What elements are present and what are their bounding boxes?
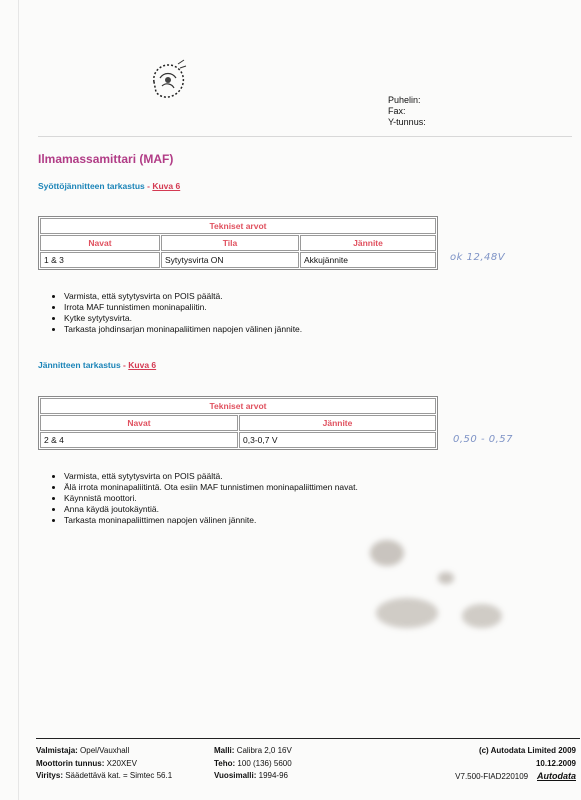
handwritten-note: 0,50 - 0,57 xyxy=(453,434,513,445)
steps-list-supply xyxy=(52,291,302,335)
figure-link[interactable]: Kuva 6 xyxy=(128,360,157,370)
list-item: • Älä irrota moninapaliitintä. Ota esiin MAF tunnistimen moninapaliittimen navat. xyxy=(64,482,358,493)
column-header: Jännite xyxy=(300,235,436,251)
table-row xyxy=(40,252,436,268)
heading-separator: - xyxy=(123,360,126,370)
section-supply-voltage-heading xyxy=(38,181,180,191)
table-cell: Akkujännite xyxy=(300,252,436,268)
column-header: Jännite xyxy=(239,415,436,431)
fax-label: Fax: xyxy=(388,106,406,116)
document-footer xyxy=(36,738,580,795)
table-cell: 1 & 3 xyxy=(40,252,160,268)
year-label: Vuosimalli: xyxy=(214,771,257,780)
list-item: • Kytke sytytysvirta. xyxy=(64,313,302,324)
page-title: Ilmamassamittari (MAF) xyxy=(38,152,174,166)
copyright-text: (c) Autodata Limited 2009 xyxy=(478,746,576,755)
version-text: V7.500-FIAD220109 xyxy=(455,772,529,781)
year-value: 1994-96 xyxy=(258,771,288,780)
power-label: Teho: xyxy=(214,758,236,768)
handwritten-note: ok 12,48V xyxy=(450,252,506,263)
list-item: • Varmista, että sytytysvirta on POIS päältä. xyxy=(64,291,302,302)
ink-stamp-mark xyxy=(140,52,196,108)
table-cell: 0,3-0,7 V xyxy=(239,432,436,448)
manufacturer-value: Opel/Vauxhall xyxy=(80,746,130,755)
section-heading-text: Jännitteen tarkastus xyxy=(38,360,121,370)
table-caption: Tekniset arvot xyxy=(40,398,436,414)
print-date: 10.12.2009 xyxy=(535,758,576,768)
smudge-mark xyxy=(438,572,454,584)
smudge-mark xyxy=(376,598,438,628)
list-item: • Anna käydä joutokäyntiä. xyxy=(64,504,358,515)
header-divider xyxy=(38,136,572,137)
section-voltage-check-heading xyxy=(38,360,156,370)
model-value: Calibra 2,0 16V xyxy=(236,746,292,755)
column-header: Tila xyxy=(161,235,299,251)
power-value: 100 (136) 5600 xyxy=(237,758,292,768)
figure-link[interactable]: Kuva 6 xyxy=(152,181,181,191)
phone-label: Puhelin: xyxy=(388,95,421,105)
heading-separator: - xyxy=(147,181,150,191)
smudge-mark xyxy=(370,540,404,566)
list-item: • Käynnistä moottori. xyxy=(64,493,358,504)
model-label: Malli: xyxy=(214,746,235,755)
section-heading-text: Syöttöjännitteen tarkastus xyxy=(38,181,145,191)
column-header: Navat xyxy=(40,235,160,251)
list-item: • Varmista, että sytytysvirta on POIS päältä. xyxy=(64,471,358,482)
table-caption: Tekniset arvot xyxy=(40,218,436,234)
spec-table-voltage xyxy=(38,396,438,450)
ytunnus-label: Y-tunnus: xyxy=(388,117,426,127)
tuning-value: Säädettävä kat. = Simtec 56.1 xyxy=(65,771,173,780)
footer-vehicle-col xyxy=(36,745,172,783)
autodata-logo: Autodata xyxy=(537,771,576,781)
list-item: • Tarkasta moninapaliittimen napojen välinen jännite. xyxy=(64,515,358,526)
table-cell: 2 & 4 xyxy=(40,432,238,448)
footer-model-col xyxy=(214,745,292,783)
table-row xyxy=(40,432,436,448)
footer-publisher-col xyxy=(455,745,576,784)
column-header: Navat xyxy=(40,415,238,431)
table-cell: Sytytysvirta ON xyxy=(161,252,299,268)
smudge-mark xyxy=(462,604,502,628)
tuning-label: Viritys: xyxy=(36,771,63,780)
steps-list-voltage xyxy=(52,471,358,526)
engine-code-label: Moottorin tunnus: xyxy=(36,758,105,768)
list-item: • Tarkasta johdinsarjan moninapaliitimen napojen välinen jännite. xyxy=(64,324,302,335)
spec-table-supply xyxy=(38,216,438,270)
contact-block xyxy=(388,95,426,128)
list-item: • Irrota MAF tunnistimen moninapaliitin. xyxy=(64,302,302,313)
engine-code-value: X20XEV xyxy=(106,758,137,768)
scan-edge xyxy=(18,0,19,800)
manufacturer-label: Valmistaja: xyxy=(36,746,78,755)
